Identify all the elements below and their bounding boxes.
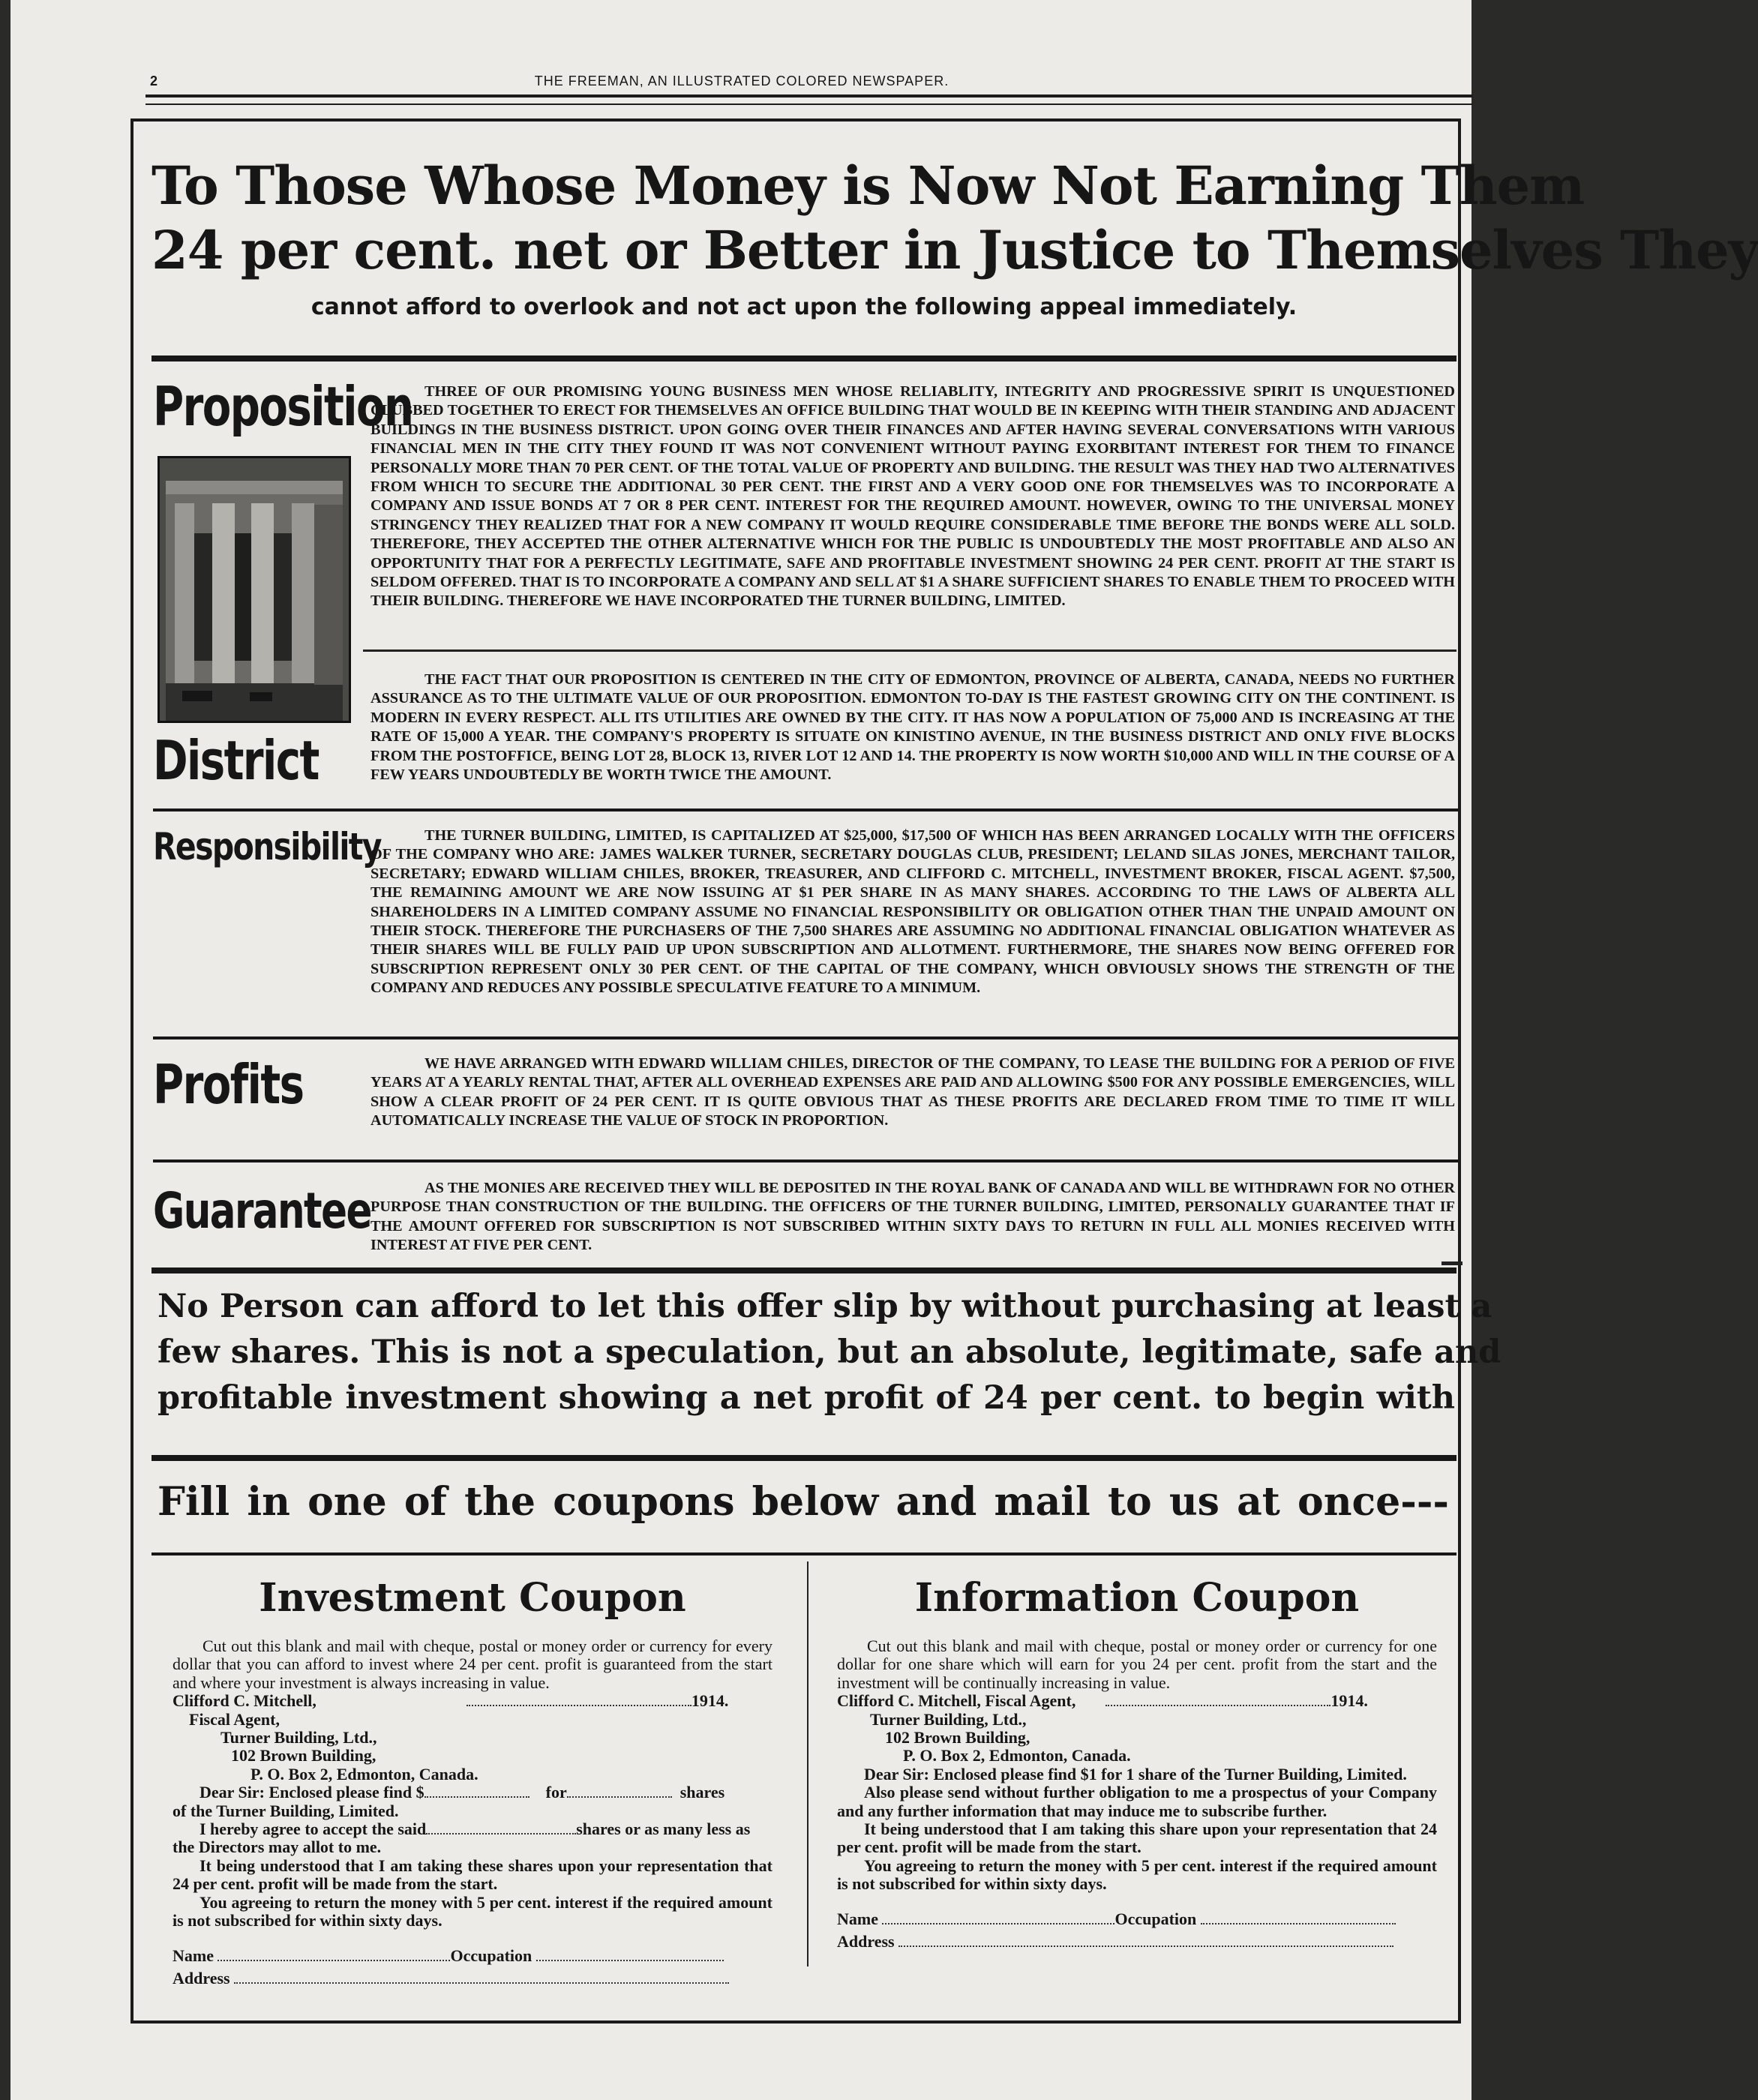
section-label-guarantee: Guarantee (153, 1182, 371, 1240)
building-illustration (160, 458, 349, 721)
agree-text: I hereby agree to accept the said (200, 1820, 427, 1839)
section-label-responsibility: Responsibility (153, 825, 381, 868)
dear-sir-text: Dear Sir: Enclosed please find $ (200, 1783, 424, 1802)
address-line: Turner Building, Ltd., (870, 1709, 1027, 1729)
name-row (837, 1910, 1437, 1928)
occupation-field[interactable] (1201, 1913, 1396, 1924)
top-rule (146, 94, 1473, 98)
top-rule-thin (146, 104, 1473, 105)
section-divider (153, 1160, 1458, 1162)
investment-coupon (172, 1575, 772, 1988)
year: 1914. (691, 1691, 729, 1711)
section-divider (152, 356, 1456, 362)
section-divider (152, 1552, 1456, 1556)
agree-text-end: shares or as many less as the Directors may allot to me. (172, 1820, 751, 1857)
proposition-text: THREE OF OUR PROMISING YOUNG BUSINESS MEN WHOSE RELIABLITY, INTEGRITY AND PROGRESSIVE SPIRIT IS UNQUESTIONED CLUBBED TOGETHER TO ERECT FOR THEMSELVES AN OFFICE BUILDING THAT WOULD BE IN KEEPING WITH THEIR STANDING AND ADJACENT BUILDINGS IN THE BUSINESS DISTRICT. UPON GOING OVER THEIR FINANCES AND AFTER HAVING SEVERAL CONVERSATIONS WITH VARIOUS FINANCIAL MEN IN THE CITY THEY FOUND IT WAS NOT CONVENIENT WITHOUT PAYING EXORBITANT INTEREST FOR THEM TO FINANCE PERSONALLY MORE THAN 70 PER CENT. OF THE TOTAL VALUE OF PROPERTY AND BUILDING. THE RESULT WAS THEY HAD TWO ALTERNATIVES FROM WHICH TO SECURE THE ADDITIONAL 30 PER CENT. THE FIRST AND A VERY GOOD ONE FOR THEMSELVES WAS TO INCORPORATE A COMPANY AND ISSUE BONDS AT 7 OR 8 PER CENT. INTEREST FOR THE REQUIRED AMOUNT. HOWEVER, OWING TO THE UNIVERSAL MONEY STRINGENCY THEY REALIZED THAT FOR A NEW COMPANY IT WOULD REQUIRE CONSIDERABLE TIME BEFORE THE BONDS WERE ALL SOLD. THEREFORE, THEY ACCEPTED THE OTHER ALTERNATIVE WHICH FOR THE PUBLIC IS UNDOUBTEDLY THE MOST PROFITABLE AND ALSO AN OPPORTUNITY THAT FOR A PERFECTLY LEGITIMATE, SAFE AND PROFITABLE INVESTMENT SHOWING 24 PER CENT. PROFIT AT THE START IS SELDOM OFFERED. THAT IS TO INCORPORATE A COMPANY AND SELL AT $1 A SHARE SUFFICIENT SHARES TO ENABLE THEM TO PROCEED WITH THEIR BUILDING. THEREFORE WE HAVE INCORPORATED THE TURNER BUILDING, LIMITED. (370, 383, 1455, 610)
section-divider (153, 1036, 1458, 1040)
section-label-proposition: Proposition (153, 375, 413, 438)
appeal-text (158, 1284, 1502, 1421)
headline-line-2: 24 per cent. net or Better in Justice to Themselves They (152, 219, 1758, 281)
profits-text: WE HAVE ARRANGED WITH EDWARD WILLIAM CHILES, DIRECTOR OF THE COMPANY, TO LEASE THE BUILDING FOR A PERIOD OF FIVE YEARS AT A YEARLY RENTAL THAT, AFTER ALL OVERHEAD EXPENSES ARE PAID AND ALLOWING $500 FOR ANY POSSIBLE EMERGENCIES, WILL SHOW A CLEAR PROFIT OF 24 PER CENT. IT IS QUITE OBVIOUS THAT AS THESE PROFITS ARE DECLARED FROM TIME TO TIME IT WILL AUTOMATICALLY INCREASE THE VALUE OF STOCK IN PROPORTION. (370, 1055, 1455, 1130)
guarantee-text: AS THE MONIES ARE RECEIVED THEY WILL BE DEPOSITED IN THE ROYAL BANK OF CANADA AND WILL BE WITHDRAWN FOR NO OTHER PURPOSE THAN CONSTRUCTION OF THE BUILDING. THE OFFICERS OF THE TURNER BUILDING, LIMITED, PERSONALLY GUARANTEE THAT IF THE AMOUNT OFFERED FOR SUBSCRIPTION IS NOT SUBSCRIBED WITHIN SIXTY DAYS TO RETURN IN FULL ALL MONIES RECEIVED WITH INTEREST AT FIVE PER CENT. (370, 1180, 1455, 1254)
occupation-label: Occupation (1114, 1909, 1197, 1928)
appeal-line-2: few shares. This is not a speculation, but an absolute, legitimate, safe and (158, 1334, 1502, 1371)
addressee: Clifford C. Mitchell, (172, 1691, 316, 1711)
name-row (172, 1947, 772, 1965)
address-line: 102 Brown Building, (231, 1746, 376, 1766)
return-text: You agreeing to return the money with 5 per cent. interest if the required amount is not subscribed for within sixty days. (837, 1856, 1437, 1894)
headline-line-1: To Those Whose Money is Now Not Earning Them (152, 154, 1585, 217)
information-coupon (837, 1575, 1437, 1952)
address-row (172, 1970, 772, 1988)
shares-text: shares (680, 1783, 725, 1802)
addressee: Clifford C. Mitchell, Fiscal Agent, (837, 1691, 1076, 1711)
information-coupon-body (837, 1637, 1437, 1952)
responsibility-text: THE TURNER BUILDING, LIMITED, IS CAPITALIZED AT $25,000, $17,500 OF WHICH HAS BEEN ARRANGED LOCALLY WITH THE OFFICERS OF THE COMPANY WHO ARE: JAMES WALKER TURNER, SECRETARY DOUGLAS CLUB, PRESIDENT; LELAND SILAS JONES, MERCHANT TAILOR, SECRETARY; EDWARD WILLIAM CHILES, BROKER, TREASURER, AND CLIFFORD C. MITCHELL, INVESTMENT BROKER, FISCAL AGENT. $7,500, THE REMAINING AMOUNT WE ARE NOW ISSUING AT $1 PER SHARE IN AS MANY SHARES. ACCORDING TO THE LAWS OF ALBERTA ALL SHAREHOLDERS IN A LIMITED COMPANY ASSUME NO FINANCIAL RESPONSIBILITY OR OBLIGATION OTHER THAN THE UNPAID AMOUNT ON THEIR STOCK. THEREFORE THE PURCHASERS OF THE 7,500 SHARES ARE ASSUMING NO ADDITIONAL FINANCIAL OBLIGATION WHATEVER AS THEIR SHARES WILL BE FULLY PAID UP UPON SUBSCRIPTION AND ALLOTMENT. FURTHERMORE, THE SHARES NOW BEING OFFERED FOR SUBSCRIPTION REPRESENT ONLY 30 PER CENT. OF THE CAPITAL OF THE COMPANY, WHICH OBVIOUSLY SHOWS THE STRENGTH OF THE COMPANY AND REDUCES ANY POSSIBLE SPECULATIVE FEATURE TO A MINIMUM. (370, 827, 1455, 997)
amount-field[interactable] (424, 1786, 530, 1798)
understood-text: It being understood that I am taking this share upon your representation that 24 per cent. profit will be made from the start. (837, 1820, 1437, 1857)
dear-sir-text: Dear Sir: Enclosed please find $1 for 1 share of the Turner Building, Limited. (864, 1764, 1407, 1784)
information-coupon-intro: Cut out this blank and mail with cheque, postal or money order or currency for one dollar for one share which will earn for you 24 per cent. profit from the start and the investment will be continually increasing in value. (837, 1636, 1437, 1692)
name-label: Name (837, 1909, 878, 1928)
coupon-divider (807, 1562, 808, 1966)
year: 1914. (1330, 1691, 1368, 1711)
name-field[interactable] (882, 1913, 1114, 1924)
return-text: You agreeing to return the money with 5 per cent. interest if the required amount is not subscribed for within sixty days. (172, 1892, 772, 1930)
address-row (837, 1933, 1437, 1951)
address-line: Fiscal Agent, (189, 1709, 280, 1729)
agree-row (172, 1820, 772, 1857)
newspaper-title: THE FREEMAN, AN ILLUSTRATED COLORED NEWSPAPER. (534, 74, 950, 88)
occupation-field[interactable] (536, 1949, 724, 1960)
address-line: P. O. Box 2, Edmonton, Canada. (250, 1764, 478, 1784)
address-field[interactable] (234, 1972, 729, 1984)
dear-sir-row (172, 1784, 772, 1802)
section-divider (153, 808, 1458, 812)
address-label: Address (172, 1968, 230, 1988)
section-label-profits: Profits (153, 1053, 304, 1116)
section-label-district: District (153, 729, 319, 792)
information-coupon-title: Information Coupon (914, 1575, 1360, 1621)
appeal-line-3: profitable investment showing a net profit of 24 per cent. to begin with (158, 1379, 1455, 1417)
information-coupon-addressee-row (837, 1692, 1437, 1710)
date-field[interactable] (466, 1695, 692, 1706)
address-line: Turner Building, Ltd., (220, 1728, 377, 1748)
running-head (123, 72, 1360, 94)
headline (152, 154, 1758, 283)
investment-coupon-body (172, 1637, 772, 1988)
name-label: Name (172, 1946, 214, 1965)
company-text: of the Turner Building, Limited. (172, 1801, 399, 1820)
investment-coupon-intro: Cut out this blank and mail with cheque, postal or money order or currency for every dollar that you can afford to invest where 24 per cent. profit is guaranteed from the start and where your investment is always increasing in value. (172, 1636, 772, 1692)
investment-coupon-title: Investment Coupon (259, 1575, 686, 1621)
shares-field[interactable] (567, 1786, 672, 1798)
section-divider (152, 1455, 1456, 1461)
for-text: for (545, 1783, 567, 1802)
also-text: Also please send without further obligation to me a prospectus of your Company and any further information that may induce me to subscribe further. (837, 1783, 1437, 1820)
accept-shares-field[interactable] (426, 1823, 576, 1834)
section-rule (363, 650, 1456, 652)
address-line: 102 Brown Building, (885, 1728, 1030, 1748)
investment-coupon-addressee-row (172, 1692, 772, 1710)
section-divider (152, 1268, 1456, 1274)
fill-in-instruction: Fill in one of the coupons below and mail to us at once--- (158, 1479, 1449, 1525)
appeal-line-1: No Person can afford to let this offer slip by without purchasing at least a (158, 1288, 1492, 1325)
address-field[interactable] (898, 1936, 1394, 1947)
occupation-label: Occupation (450, 1946, 532, 1965)
date-field[interactable] (1106, 1695, 1330, 1706)
district-text: THE FACT THAT OUR PROPOSITION IS CENTERED IN THE CITY OF EDMONTON, PROVINCE OF ALBERTA, CANADA, NEEDS NO FURTHER ASSURANCE AS TO THE ULTIMATE VALUE OF OUR PROPOSITION. EDMONTON TO-DAY IS THE FASTEST GROWING CITY ON THE CONTINENT. IS MODERN IN EVERY RESPECT. ALL ITS UTILITIES ARE OWNED BY THE CITY. IT HAS NOW A POPULATION OF 75,000 AND IS INCREASING AT THE RATE OF 15,000 A YEAR. THE COMPANY'S PROPERTY IS SITUATE ON KINISTINO AVENUE, IN THE BUSINESS DISTRICT AND ONLY FIVE BLOCKS FROM THE POSTOFFICE, BEING LOT 28, BLOCK 13, RIVER LOT 12 AND 14. THE PROPERTY IS NOW WORTH $10,000 AND WILL IN THE COURSE OF A FEW YEARS UNDOUBTEDLY BE WORTH TWICE THE AMOUNT. (370, 671, 1455, 784)
newspaper-page (10, 0, 1758, 2100)
understood-text: It being understood that I am taking these shares upon your representation that 24 per cent. profit will be made from the start. (172, 1856, 772, 1894)
headline-subline: cannot afford to overlook and not act upon the following appeal immediately. (310, 294, 1298, 320)
address-line: P. O. Box 2, Edmonton, Canada. (903, 1746, 1131, 1766)
address-label: Address (837, 1932, 895, 1952)
name-field[interactable] (218, 1949, 450, 1960)
page-number: 2 (150, 74, 159, 88)
building-photo (158, 456, 351, 723)
dash-mark (1442, 1262, 1462, 1265)
